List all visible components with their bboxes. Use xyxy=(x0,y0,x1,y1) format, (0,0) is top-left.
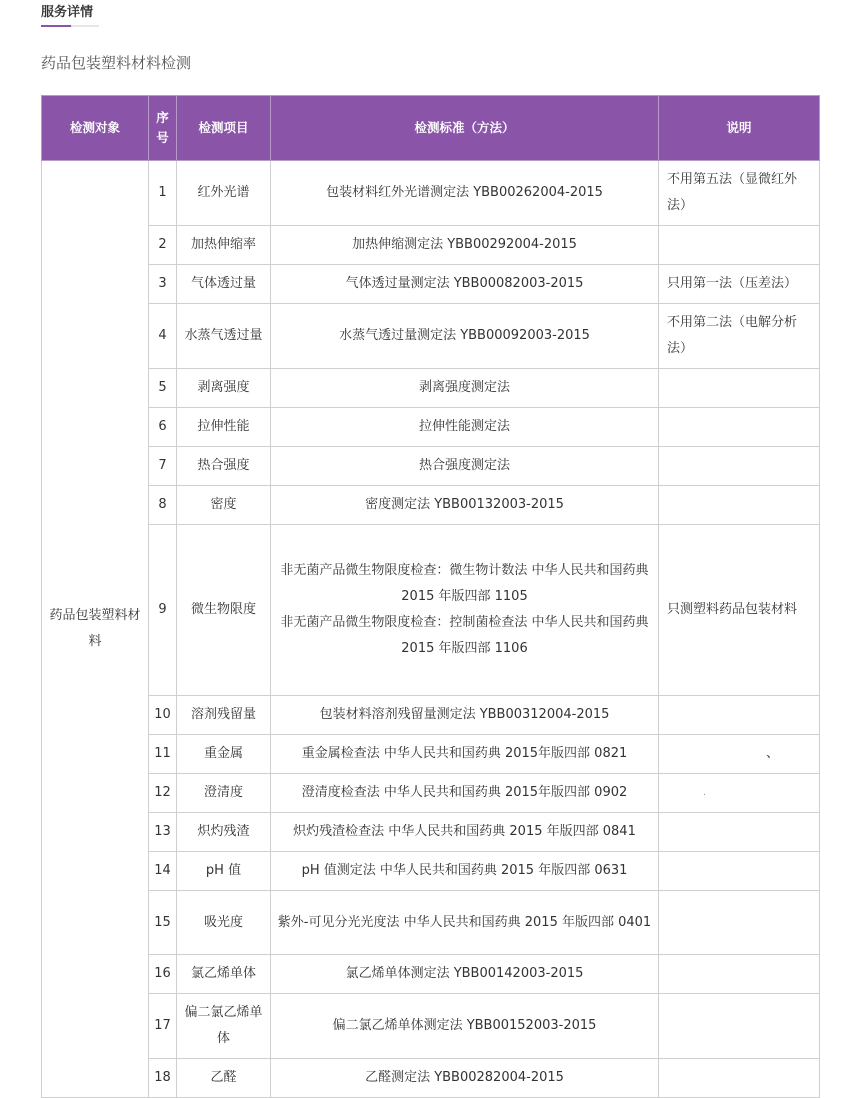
header-item: 检测项目 xyxy=(177,96,271,161)
standard-line: 气体透过量测定法 YBB00082003-2015 xyxy=(345,276,584,291)
cell-no: 4 xyxy=(149,304,177,369)
cell-standard xyxy=(271,161,659,226)
cell-no: 8 xyxy=(149,486,177,525)
header-standard: 检测标准（方法） xyxy=(271,96,659,161)
cell-no: 13 xyxy=(149,813,177,852)
cell-item: 微生物限度 xyxy=(177,525,271,696)
cell-item: 加热伸缩率 xyxy=(177,226,271,265)
cell-item: 红外光谱 xyxy=(177,161,271,226)
cell-item: 密度 xyxy=(177,486,271,525)
cell-note xyxy=(659,696,820,735)
table-row xyxy=(42,955,820,994)
cell-note: . xyxy=(659,774,820,813)
cell-note: 、 xyxy=(659,735,820,774)
cell-no: 6 xyxy=(149,408,177,447)
cell-note xyxy=(659,447,820,486)
cell-standard xyxy=(271,735,659,774)
cell-no: 10 xyxy=(149,696,177,735)
table-row xyxy=(42,1059,820,1098)
cell-no: 5 xyxy=(149,369,177,408)
cell-standard xyxy=(271,369,659,408)
table-row xyxy=(42,486,820,525)
standard-line: 2015 年版四部 1105 xyxy=(401,589,528,604)
cell-no: 11 xyxy=(149,735,177,774)
cell-no: 18 xyxy=(149,1059,177,1098)
cell-object: 药品包装塑料材料 xyxy=(42,161,149,1098)
table-header-row xyxy=(42,96,820,161)
cell-standard xyxy=(271,813,659,852)
cell-item: 拉伸性能 xyxy=(177,408,271,447)
table-row xyxy=(42,525,820,696)
header-object: 检测对象 xyxy=(42,96,149,161)
standard-line: 加热伸缩测定法 YBB00292004-2015 xyxy=(352,237,577,252)
standard-line: 拉伸性能测定法 xyxy=(418,419,510,434)
cell-note xyxy=(659,1059,820,1098)
cell-standard xyxy=(271,1059,659,1098)
cell-standard xyxy=(271,304,659,369)
table-row xyxy=(42,408,820,447)
standard-line: 偏二氯乙烯单体测定法 YBB00152003-2015 xyxy=(332,1018,597,1033)
table-row xyxy=(42,735,820,774)
cell-note: 不用第二法（电解分析法） xyxy=(659,304,820,369)
table-row xyxy=(42,226,820,265)
cell-item: 氯乙烯单体 xyxy=(177,955,271,994)
cell-standard xyxy=(271,408,659,447)
cell-item: 溶剂残留量 xyxy=(177,696,271,735)
cell-standard xyxy=(271,447,659,486)
table-row xyxy=(42,774,820,813)
cell-item: 乙醛 xyxy=(177,1059,271,1098)
cell-note xyxy=(659,955,820,994)
cell-standard xyxy=(271,486,659,525)
cell-item: pH 值 xyxy=(177,852,271,891)
cell-item: 澄清度 xyxy=(177,774,271,813)
cell-note: 不用第五法（显微红外法） xyxy=(659,161,820,226)
cell-item: 偏二氯乙烯单体 xyxy=(177,994,271,1059)
cell-item: 重金属 xyxy=(177,735,271,774)
cell-note xyxy=(659,226,820,265)
table-row xyxy=(42,994,820,1059)
cell-note xyxy=(659,994,820,1059)
cell-note xyxy=(659,813,820,852)
cell-item: 气体透过量 xyxy=(177,265,271,304)
cell-item: 炽灼残渣 xyxy=(177,813,271,852)
standard-line: 紫外-可见分光光度法 中华人民共和国药典 2015 年版四部 0401 xyxy=(277,914,652,930)
standard-line: 澄清度检查法 中华人民共和国药典 2015年版四部 0902 xyxy=(301,785,628,800)
tab-underline-active xyxy=(41,25,71,27)
standard-line: 包装材料红外光谱测定法 YBB00262004-2015 xyxy=(326,185,603,200)
cell-no: 17 xyxy=(149,994,177,1059)
cell-note xyxy=(659,852,820,891)
cell-standard xyxy=(271,525,659,696)
cell-standard xyxy=(271,226,659,265)
standard-line: 非无菌产品微生物限度检查：控制菌检查法 中华人民共和国药典 xyxy=(280,615,649,630)
table-row xyxy=(42,852,820,891)
table-row xyxy=(42,891,820,955)
header-no: 序号 xyxy=(149,96,177,161)
standard-line: 剥离强度测定法 xyxy=(418,380,510,395)
standard-line: 包装材料溶剂残留量测定法 YBB00312004-2015 xyxy=(319,707,610,722)
cell-no: 14 xyxy=(149,852,177,891)
cell-note: 只用第一法（压差法） xyxy=(659,265,820,304)
header-note: 说明 xyxy=(659,96,820,161)
cell-no: 2 xyxy=(149,226,177,265)
cell-item: 剥离强度 xyxy=(177,369,271,408)
cell-note xyxy=(659,891,820,955)
cell-standard xyxy=(271,696,659,735)
cell-standard xyxy=(271,774,659,813)
cell-note xyxy=(659,408,820,447)
table-row xyxy=(42,447,820,486)
cell-no: 9 xyxy=(149,525,177,696)
standard-line: 非无菌产品微生物限度检查：微生物计数法 中华人民共和国药典 xyxy=(280,563,649,578)
table-row xyxy=(42,265,820,304)
standard-line: 密度测定法 YBB00132003-2015 xyxy=(365,497,564,512)
cell-standard xyxy=(271,994,659,1059)
cell-no: 7 xyxy=(149,447,177,486)
test-items-table xyxy=(41,95,820,1098)
standard-line: 2015 年版四部 1106 xyxy=(401,641,528,656)
cell-no: 15 xyxy=(149,891,177,955)
standard-line: 乙醛测定法 YBB00282004-2015 xyxy=(365,1070,564,1085)
cell-no: 1 xyxy=(149,161,177,226)
cell-no: 12 xyxy=(149,774,177,813)
cell-note xyxy=(659,369,820,408)
standard-line: 炽灼残渣检查法 中华人民共和国药典 2015 年版四部 0841 xyxy=(293,824,636,839)
standard-line: pH 值测定法 中华人民共和国药典 2015 年版四部 0631 xyxy=(301,863,628,878)
table-row xyxy=(42,813,820,852)
standard-line: 水蒸气透过量测定法 YBB00092003-2015 xyxy=(339,328,590,343)
cell-note: 只测塑料药品包装材料 xyxy=(659,525,820,696)
tab-title: 服务详情 xyxy=(41,5,94,20)
standard-line: 热合强度测定法 xyxy=(418,458,510,473)
cell-item: 热合强度 xyxy=(177,447,271,486)
standard-line: 重金属检查法 中华人民共和国药典 2015年版四部 0821 xyxy=(301,746,628,761)
section-title: 药品包装塑料材料检测 xyxy=(41,54,192,72)
cell-standard xyxy=(271,265,659,304)
cell-standard xyxy=(271,891,659,955)
cell-note xyxy=(659,486,820,525)
standard-line: 氯乙烯单体测定法 YBB00142003-2015 xyxy=(345,966,584,981)
table-row xyxy=(42,161,820,226)
table-row xyxy=(42,369,820,408)
cell-item: 水蒸气透过量 xyxy=(177,304,271,369)
cell-item: 吸光度 xyxy=(177,891,271,955)
table-row xyxy=(42,304,820,369)
cell-no: 3 xyxy=(149,265,177,304)
table-row xyxy=(42,696,820,735)
cell-standard xyxy=(271,955,659,994)
cell-standard xyxy=(271,852,659,891)
cell-no: 16 xyxy=(149,955,177,994)
